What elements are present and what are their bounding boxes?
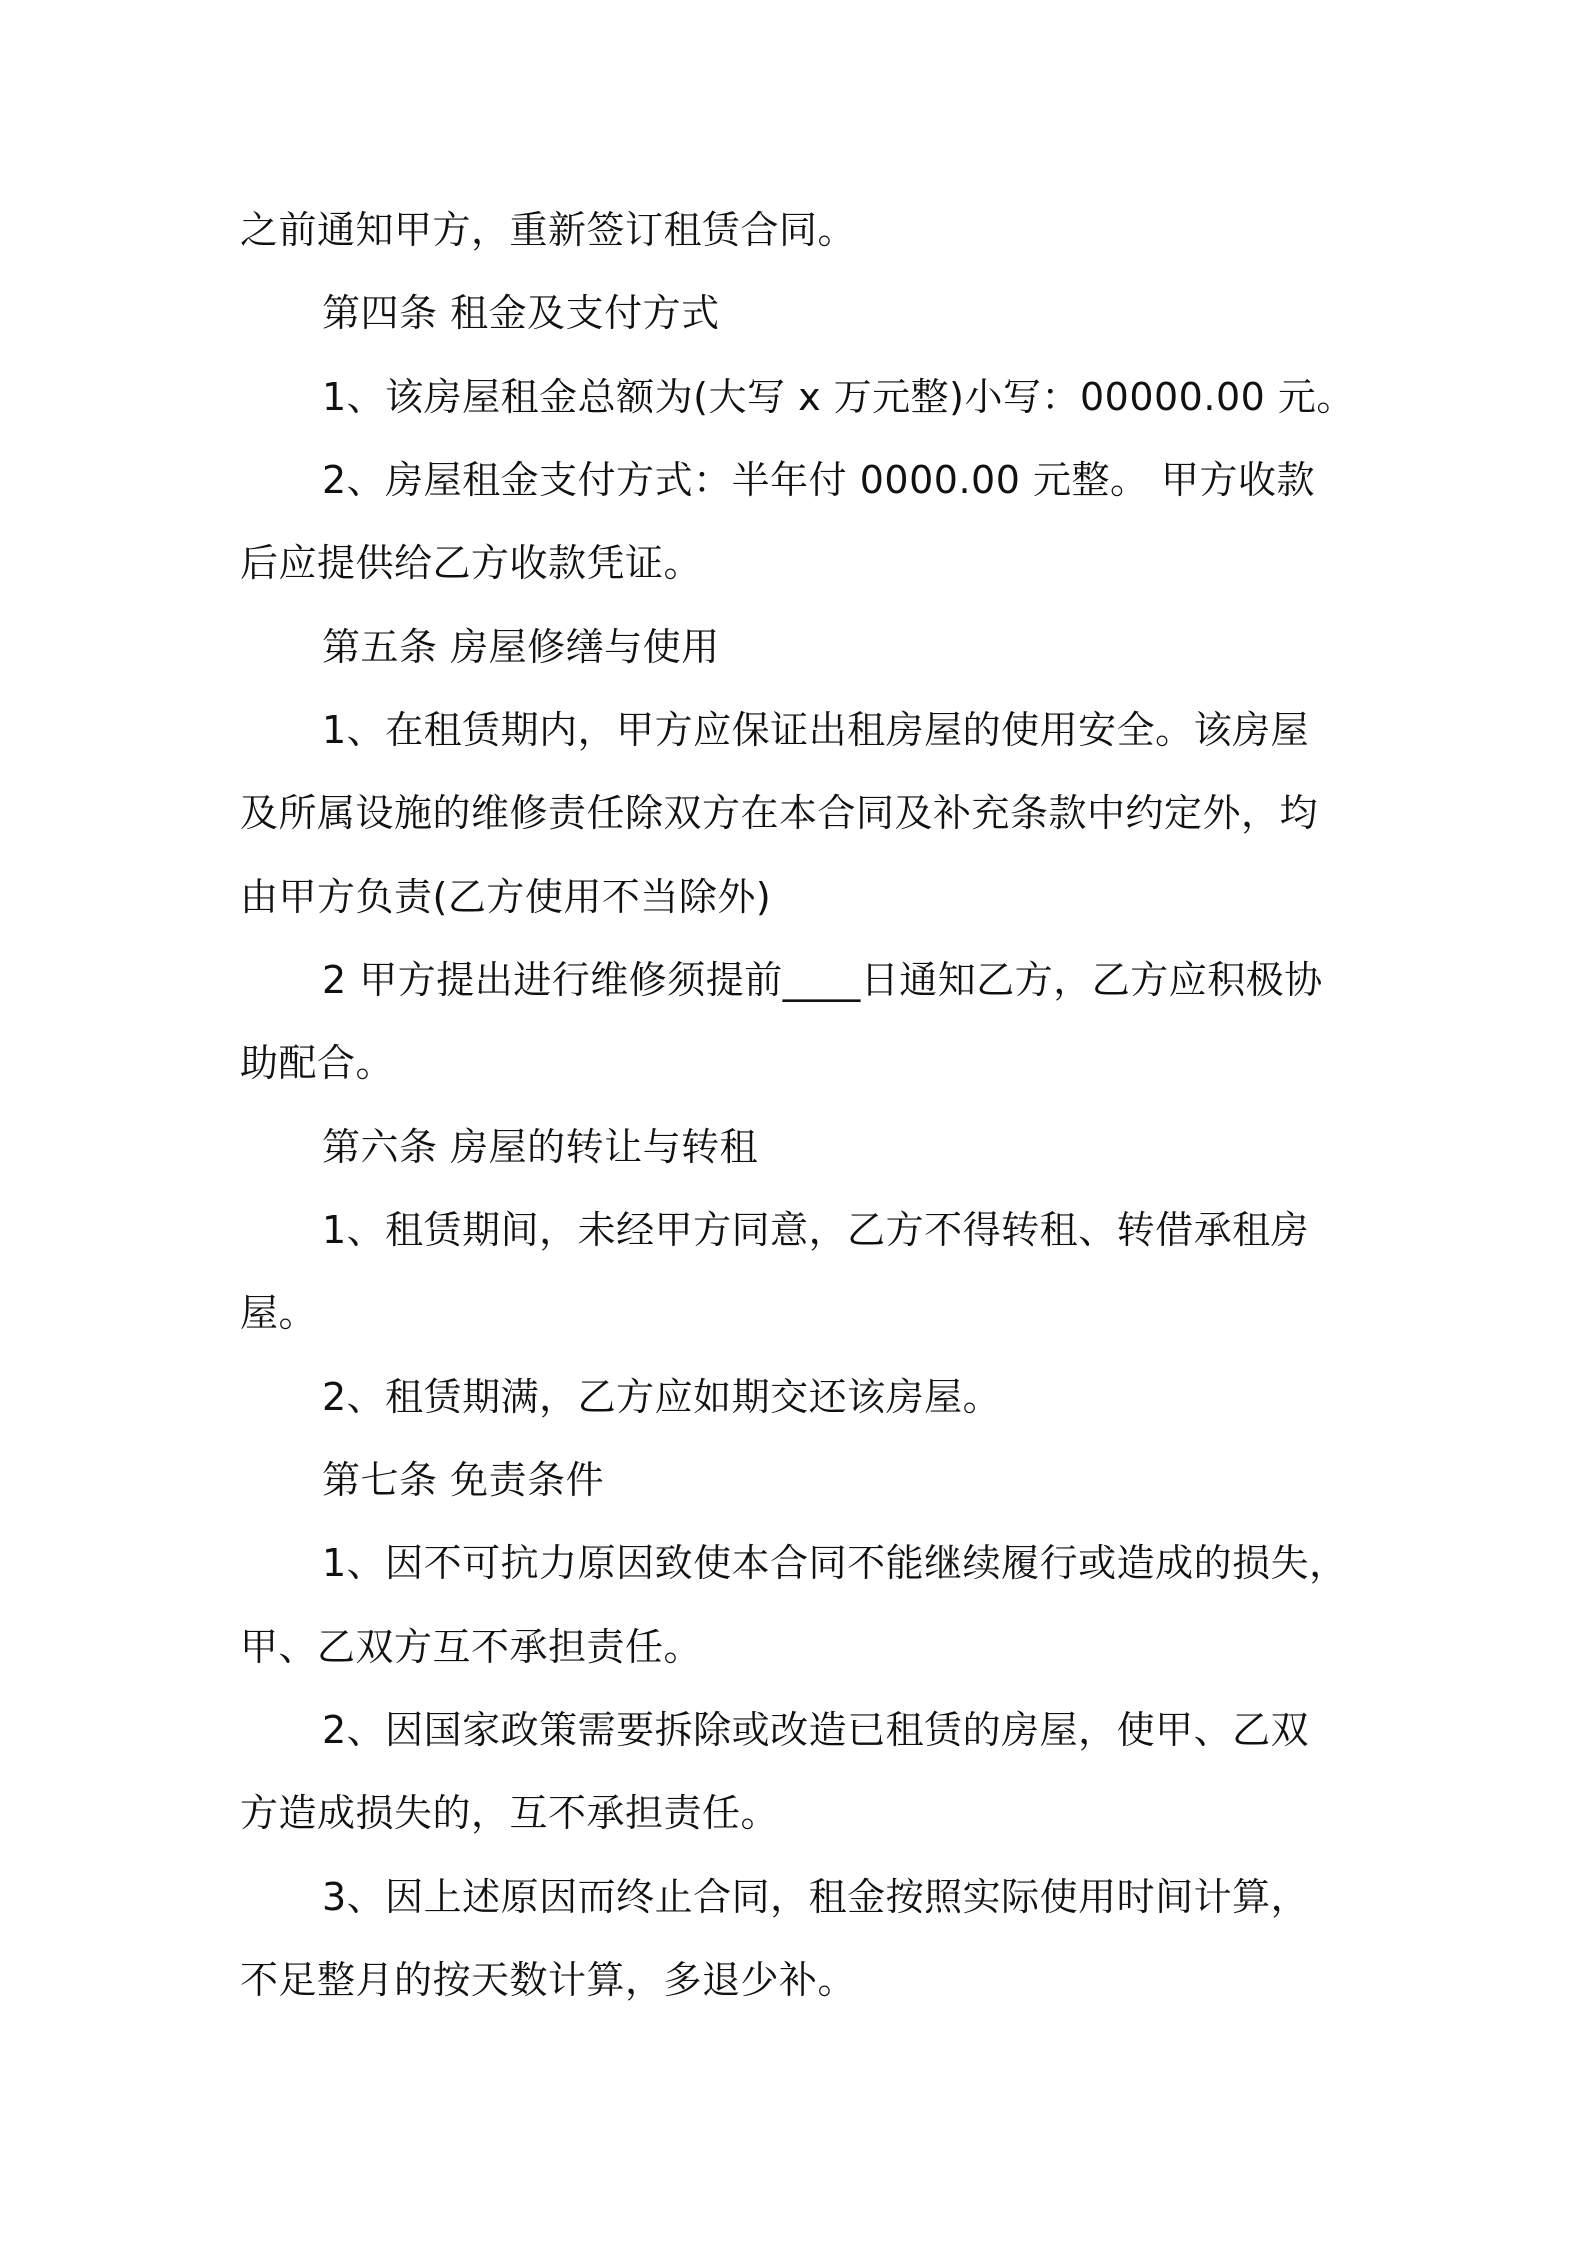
text-line-21: 3、因上述原因而终止合同，租金按照实际使用时间计算，: [322, 1875, 1310, 1919]
text-line-18: 甲、乙双方互不承担责任。: [240, 1625, 703, 1669]
text-line-5: 后应提供给乙方收款凭证。: [240, 541, 703, 585]
text-line-11: 助配合。: [240, 1041, 395, 1085]
text-line-13: 1、租赁期间，未经甲方同意，乙方不得转租、转借承租房: [322, 1208, 1310, 1252]
text-line-17: 1、因不可抗力原因致使本合同不能继续履行或造成的损失，: [322, 1541, 1348, 1585]
text-line-20: 方造成损失的，互不承担责任。: [240, 1791, 780, 1835]
text-line-10: 2 甲方提出进行维修须提前____日通知乙方，乙方应积极协: [322, 958, 1323, 1002]
text-line-3: 1、该房屋租金总额为(大写 x 万元整)小写：00000.00 元。: [322, 375, 1355, 419]
text-line-9: 由甲方负责(乙方使用不当除外): [240, 875, 772, 919]
text-line-8: 及所属设施的维修责任除双方在本合同及补充条款中约定外，均: [240, 791, 1319, 835]
article-4-heading: 第四条 租金及支付方式: [322, 291, 720, 335]
article-7-heading: 第七条 免责条件: [322, 1458, 605, 1502]
text-line-7: 1、在租赁期内，甲方应保证出租房屋的使用安全。该房屋: [322, 708, 1310, 752]
article-5-heading: 第五条 房屋修缮与使用: [322, 625, 720, 669]
text-line-14: 屋。: [240, 1291, 318, 1335]
text-line-4: 2、房屋租金支付方式：半年付 0000.00 元整。 甲方收款: [322, 458, 1316, 502]
text-line-1: 之前通知甲方，重新签订租赁合同。: [240, 208, 857, 252]
text-line-22: 不足整月的按天数计算，多退少补。: [240, 1958, 857, 2002]
article-6-heading: 第六条 房屋的转让与转租: [322, 1125, 759, 1169]
text-line-15: 2、租赁期满，乙方应如期交还该房屋。: [322, 1375, 1002, 1419]
text-line-19: 2、因国家政策需要拆除或改造已租赁的房屋，使甲、乙双: [322, 1708, 1310, 1752]
